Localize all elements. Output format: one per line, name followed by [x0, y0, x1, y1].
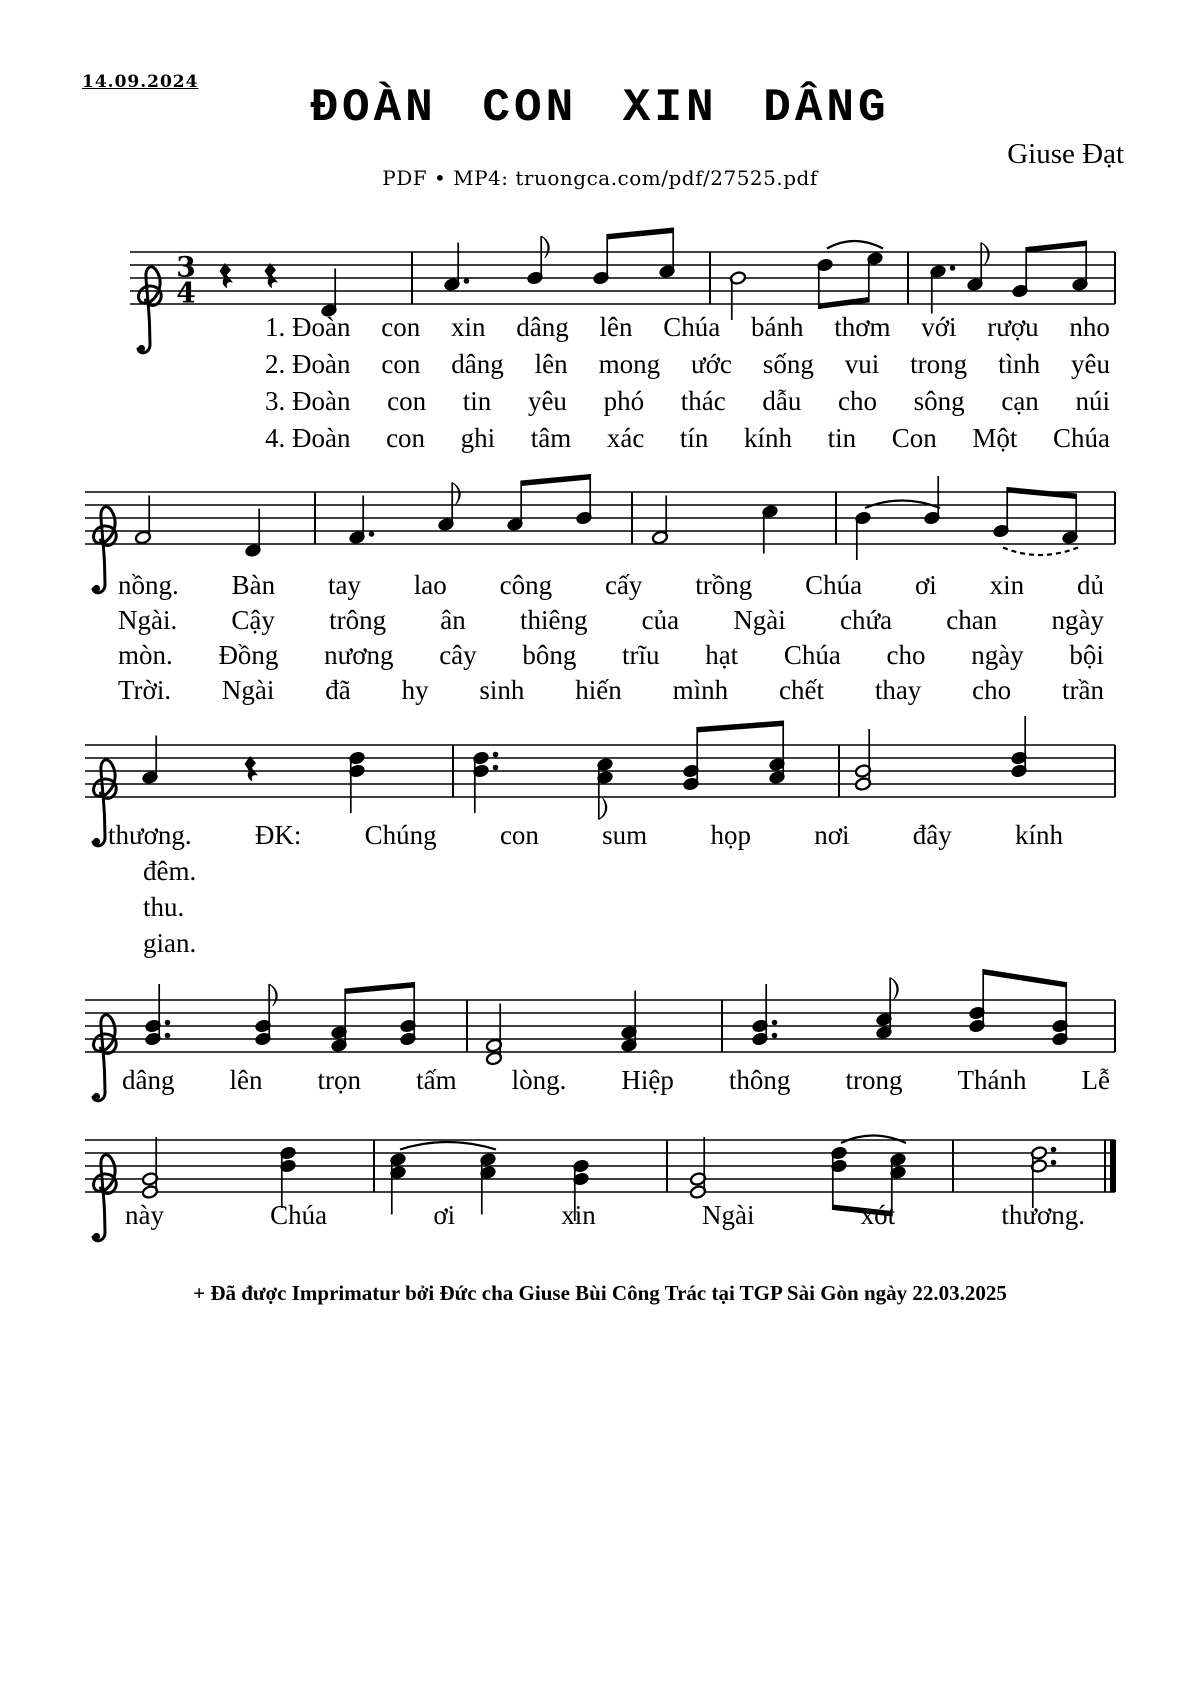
lyric-word: trồng	[695, 570, 753, 600]
lyric-line	[118, 605, 1104, 640]
lyric-word: đã	[325, 675, 351, 705]
lyric-line	[108, 820, 1063, 856]
lyric-word: Trời.	[118, 675, 172, 705]
quarter-rest-icon	[220, 263, 234, 289]
lyric-word: xin	[989, 570, 1025, 600]
beamed-group	[969, 969, 1069, 1046]
lyric-word: trong	[845, 1065, 903, 1095]
lyric-word: Chúng	[364, 820, 437, 850]
quarter-rest-icon	[245, 756, 259, 782]
staff-lines	[85, 1140, 1115, 1192]
lyric-word: Ngài	[701, 1200, 755, 1230]
lyric-word: gian.	[143, 928, 197, 958]
lyric-word: trần	[1061, 675, 1104, 705]
imprimatur-note: + Đã được Imprimatur bởi Đức cha Giuse Bùi Công Trác tại TGP Sài Gòn ngày 22.03.2025	[193, 1281, 1007, 1305]
chord	[142, 1137, 159, 1199]
lyric-word: hy	[401, 675, 429, 705]
quarter-rest-icon	[265, 263, 279, 289]
lyric-word: chan	[946, 605, 998, 635]
lyric-word: dủ	[1076, 570, 1104, 600]
lyric-word: nương	[324, 640, 394, 670]
tie-slur	[400, 1142, 496, 1150]
lyric-word: thương.	[1001, 1200, 1085, 1230]
lyric-word: Bàn	[231, 570, 276, 600]
lyric-word: ơi	[914, 570, 937, 600]
chord	[752, 984, 778, 1046]
lyric-word: sống	[762, 349, 814, 379]
lyric-word: hạt	[705, 640, 739, 670]
beamed-group	[1012, 241, 1089, 299]
lyric-word: Chúa	[663, 312, 721, 342]
lyric-line	[118, 570, 1104, 605]
lyric-word: lòng.	[511, 1065, 567, 1095]
lyric-word: kính	[744, 423, 793, 453]
lyric-word: con	[387, 386, 427, 416]
lyric-word: ĐK:	[254, 820, 302, 850]
lyric-word: ngày	[1051, 605, 1104, 635]
lyric-word: cho	[886, 640, 926, 670]
lyric-word: cho	[838, 386, 878, 416]
lyric-line	[265, 423, 1110, 460]
lyric-word: dâng	[451, 349, 504, 379]
chord	[1031, 1146, 1057, 1208]
lyric-word: mình	[672, 675, 729, 705]
staff-lines	[85, 745, 1115, 797]
lyrics-verses-1	[265, 312, 1110, 460]
staff-lines	[130, 252, 1115, 304]
lyric-word: Một	[972, 423, 1018, 453]
lyric-word: trông	[329, 605, 387, 635]
lyric-word: công	[499, 570, 553, 600]
lyric-word: trong	[910, 349, 968, 379]
lyric-word: 3. Đoàn	[265, 386, 351, 416]
lyric-word: 2. Đoàn	[265, 349, 351, 379]
treble-clef-icon	[138, 267, 161, 353]
lyric-word: mòn.	[118, 640, 173, 670]
lyric-word: tình	[998, 349, 1041, 379]
beamed-group	[507, 474, 593, 532]
lyric-word: Chúa	[270, 1200, 328, 1230]
lyric-line	[265, 386, 1110, 423]
lyric-word: bông	[522, 640, 577, 670]
lyric-word: của	[641, 605, 680, 635]
lyric-word: lên	[599, 312, 633, 342]
chord	[473, 751, 499, 813]
lyric-word: xót	[860, 1200, 896, 1230]
lyric-word: lên	[229, 1065, 263, 1095]
lyric-word: trọn	[317, 1065, 362, 1095]
lyric-word: đây	[912, 820, 952, 850]
lyric-line	[118, 675, 1104, 710]
lyric-word: Ngài	[733, 605, 786, 635]
note	[135, 496, 152, 545]
tie-slur	[827, 241, 883, 249]
lyric-word: bánh	[750, 312, 804, 342]
chord	[855, 729, 872, 791]
lyric-line	[265, 349, 1110, 386]
svg-text:4: 4	[176, 276, 196, 310]
lyric-word: xác	[606, 423, 645, 453]
lyric-word: 4. Đoàn	[265, 423, 351, 453]
lyric-word: núi	[1075, 386, 1110, 416]
note	[444, 243, 470, 292]
final-barline-thick	[1110, 1140, 1116, 1192]
lyric-word: họp	[710, 820, 751, 850]
lyric-line	[143, 928, 196, 964]
svg-text:3: 3	[176, 250, 196, 284]
lyric-word: với	[921, 312, 957, 342]
lyric-word: con	[499, 820, 539, 850]
lyric-word: thiêng	[519, 605, 588, 635]
staff-lines	[85, 492, 1115, 544]
lyric-line	[143, 856, 196, 892]
page-title: ĐOÀN CON XIN DÂNG	[310, 82, 890, 134]
note	[967, 243, 990, 292]
note	[438, 483, 461, 532]
staff-system-5	[75, 1090, 1129, 1265]
lyric-word: tín	[679, 423, 709, 453]
lyric-word: sum	[602, 820, 648, 850]
lyric-word: Chúa	[783, 640, 841, 670]
lyric-word: hiến	[575, 675, 622, 705]
beamed-group	[331, 982, 417, 1053]
lyric-word: trĩu	[622, 640, 660, 670]
lyric-word: Ngài	[221, 675, 275, 705]
note	[652, 496, 669, 545]
lyric-word: chết	[778, 675, 824, 705]
staff-lines	[85, 1000, 1115, 1052]
lyrics-refrain-2	[122, 1065, 1110, 1095]
composer-name: Giuse Đạt	[1007, 138, 1124, 170]
lyric-word: cấy	[604, 570, 643, 600]
lyric-word: kính	[1014, 820, 1063, 850]
chord	[690, 1137, 707, 1199]
lyric-word: xin	[450, 312, 486, 342]
lyric-word: dâng	[122, 1065, 175, 1095]
lyrics-verses-2	[118, 570, 1104, 710]
note	[349, 496, 375, 545]
lyric-word: con	[381, 312, 421, 342]
lyric-word: nồng.	[118, 570, 179, 600]
chord	[876, 978, 899, 1040]
lyric-word: tâm	[530, 423, 572, 453]
lyrics-refrain-start	[108, 820, 1063, 856]
lyric-word: thu.	[143, 892, 185, 922]
lyric-word: thông	[728, 1065, 791, 1095]
treble-clef-icon	[93, 1155, 116, 1241]
lyric-word: yêu	[1070, 349, 1110, 379]
note	[930, 264, 956, 313]
lyric-word: con	[381, 349, 421, 379]
lyric-line	[143, 892, 196, 928]
lyric-word: Ngài.	[118, 605, 178, 635]
lyric-word: này	[125, 1200, 164, 1230]
lyric-word: xin	[561, 1200, 596, 1230]
lyric-word: Con	[891, 423, 937, 453]
lyric-word: cho	[972, 675, 1012, 705]
lyric-word: thác	[680, 386, 726, 416]
note	[924, 476, 941, 525]
note	[142, 736, 159, 785]
treble-clef-icon	[93, 507, 116, 593]
lyric-word: lên	[534, 349, 568, 379]
lyric-word: nơi	[814, 820, 850, 850]
beamed-group	[993, 487, 1079, 545]
beamed-group	[593, 228, 676, 286]
lyric-word: ước	[691, 349, 732, 379]
lyric-line	[122, 1065, 1110, 1095]
lyric-word: Thánh	[957, 1065, 1027, 1095]
lyric-word: Chúa	[1052, 423, 1110, 453]
lyric-word: nho	[1069, 312, 1110, 342]
lyric-line	[118, 640, 1104, 675]
lyric-word: dẫu	[762, 386, 802, 416]
pdf-link-text: PDF • MP4: truongca.com/pdf/27525.pdf	[382, 166, 818, 190]
lyric-word: ân	[440, 605, 466, 635]
chord	[349, 751, 366, 813]
lyric-word: tin	[462, 386, 492, 416]
lyric-word: Chúa	[805, 570, 863, 600]
lyric-word: đêm.	[143, 856, 197, 886]
treble-clef-icon	[93, 1015, 116, 1101]
lyric-word: ngày	[971, 640, 1024, 670]
lyric-word: thơm	[834, 312, 891, 342]
lyric-word: rượu	[987, 312, 1039, 342]
lyric-word: dâng	[516, 312, 569, 342]
lyric-word: tấm	[416, 1065, 457, 1095]
lyric-word: tin	[827, 423, 857, 453]
lyric-line	[125, 1200, 1085, 1230]
lyric-word: Hiệp	[621, 1065, 674, 1095]
lyric-word: vui	[844, 349, 880, 379]
lyrics-refrain-3	[125, 1200, 1085, 1230]
lyric-word: phó	[603, 386, 645, 416]
date: 14.09.2024	[82, 72, 199, 92]
lyric-word: Lễ	[1081, 1065, 1110, 1095]
lyric-word: tay	[327, 570, 361, 600]
lyric-word: con	[386, 423, 426, 453]
lyric-word: cây	[439, 640, 477, 670]
lyric-line	[265, 312, 1110, 349]
lyric-word: sinh	[479, 675, 525, 705]
chord	[280, 1146, 297, 1208]
lyric-word: yêu	[527, 386, 567, 416]
chord	[145, 984, 171, 1046]
lyric-word: bội	[1069, 640, 1104, 670]
chord	[1011, 716, 1028, 778]
lyric-word: lao	[413, 570, 447, 600]
note	[855, 511, 872, 560]
lyric-word: chứa	[839, 605, 893, 635]
lyric-word: 1. Đoàn	[265, 312, 351, 342]
lyric-word: Đồng	[218, 640, 279, 670]
lyric-word: cạn	[1001, 386, 1039, 416]
lyric-word: thay	[874, 675, 922, 705]
beamed-group	[817, 251, 884, 309]
chord	[255, 984, 278, 1046]
lyric-word: sông	[913, 386, 965, 416]
lyric-word: Cậy	[231, 605, 275, 635]
beamed-group	[683, 721, 786, 792]
time-signature	[176, 251, 195, 310]
tie-slur	[1003, 548, 1078, 556]
lyric-word: ghi	[460, 423, 496, 453]
note	[245, 509, 262, 558]
chord	[597, 757, 614, 819]
lyrics-verse-endings	[143, 856, 196, 964]
note	[321, 269, 338, 318]
lyric-word: thương.	[108, 820, 192, 850]
lyric-word: ơi	[433, 1200, 456, 1230]
note	[762, 504, 779, 553]
lyric-word: mong	[598, 349, 661, 379]
